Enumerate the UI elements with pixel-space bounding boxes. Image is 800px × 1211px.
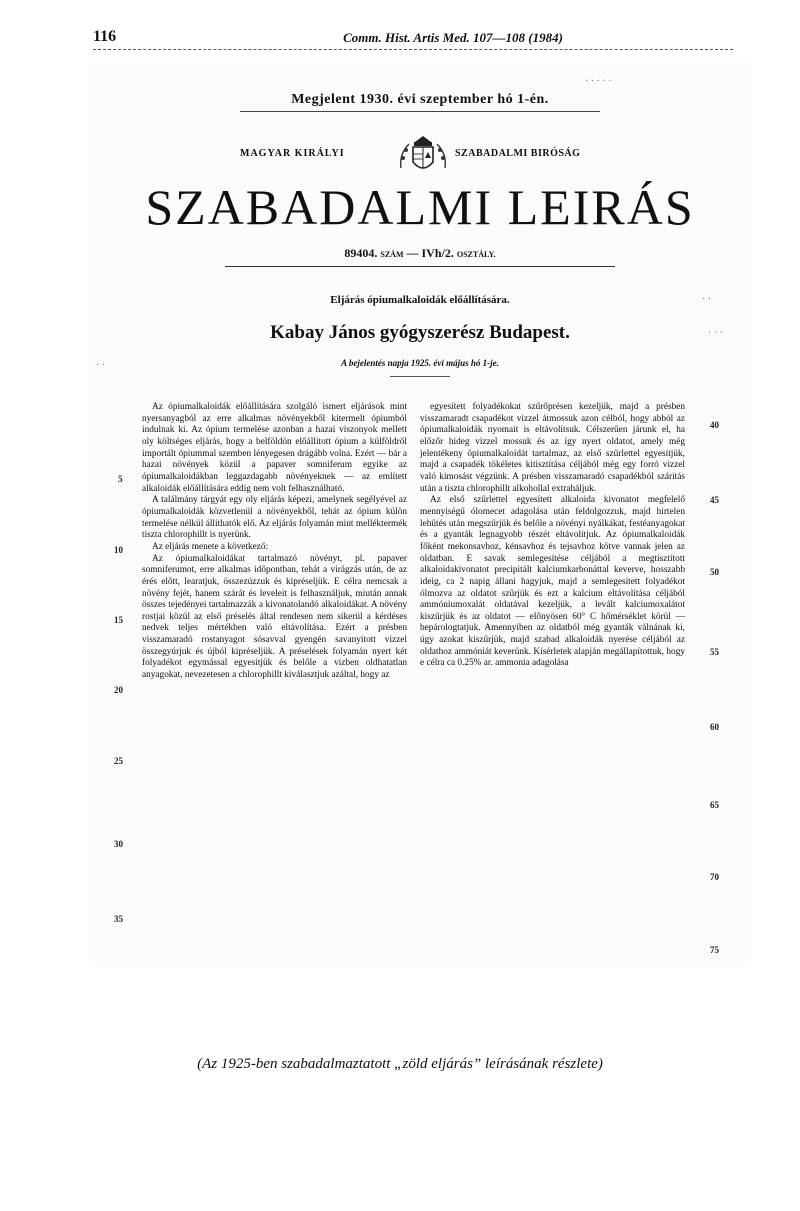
paragraph: Az eljárás menete a következő: (152, 541, 269, 552)
line-number: 15 (114, 615, 123, 625)
class-abbreviation: OSZTÁLY. (456, 250, 496, 259)
hungarian-crest-icon (395, 134, 451, 180)
paragraph: egyesített folyadékokat szűrőprésen kezeljük, majd a présben visszamaradt csapadékot vizzel átmossuk azon célból, hogy abból az ópiumalkaloidák nyomait is eltávolítsuk. Célszerűen járunk el, ha előzőr hideg vizzel mossuk és az így nyert oldatot, amely még jelentékeny ópiumalkaloidát tartalmaz, az első szűrlettel egyesítjük, majd a csapadék tökéletes kitisztítása céljából még egy forró vizzel való kimosást végzünk. A présben visszamaradó csapadékból szárítás után a tiszta chlorophillt alkohollal extraháljuk. (420, 402, 685, 494)
line-number: 5 (118, 474, 123, 484)
patent-number: 89404. (344, 246, 378, 260)
line-number: 30 (114, 839, 123, 849)
divider (240, 111, 600, 112)
line-number: 55 (710, 647, 719, 657)
divider (390, 376, 450, 377)
line-number: 50 (710, 567, 719, 577)
line-number: 75 (710, 945, 719, 955)
figure-caption: (Az 1925-ben szabadalmaztatott „zöld eljárás” leírásának részlete) (197, 1056, 603, 1072)
page-number: 116 (93, 28, 117, 45)
patent-number-line (90, 246, 750, 261)
line-number: 65 (710, 800, 719, 810)
line-number: 20 (114, 685, 123, 695)
line-number: 40 (710, 420, 719, 430)
paragraph: Az ópiumalkaloidák előállítására szolgáló ismert eljárások mint nyersanyagból az erre alkalmas növényekből kitermelt ópiumból indulnak ki. Az ópium termelése azonban a hazai viszonyok mellett oly költséges eljárás, hogy a belföldön előállított ópium a külföldről importált ópiummal szemben lényegesen drágább volna. Ezért — bár a hazai növények közül a papaver somniferum egyike az ópiumalkaloidákban leggazdagabb növényeknek — az említett alkaloidák előállítására eddig nem volt felhasználható. (142, 402, 407, 494)
patent-class: — IVh/2. (406, 246, 454, 260)
paragraph: Az ópiumalkaloidákat tartalmazó növényt, pl. papaver somniferumot, erre alkalmas időpontban, tehát a virágzás után, de az érés előtt, learatjuk, összezúzzuk és kipréseljük. E célra nemcsak a növény fejét, hanem szárát és leveleit is felhasználjuk, miután annak összes tejedényei tartalmazzák a kivonatolandó alkaloidákat. A növény rostjai közül az első préselés által rendesen nem sikerül a kérdéses nedvek teljes mértékben való eltávolítása. Ezért a présben visszamaradó rostanyagot sósavval gyengén savanyított vizzel összegyúrjuk és újból kipréseljük. A préselések folyamán nyert két folyadékot egymással egyesítjük és belőle a vizben oldhatatlan anyagokat, nevezetesen a chlorophillt kiválasztjuk azáltal, hogy az (142, 553, 407, 681)
line-number: 35 (114, 914, 123, 924)
line-number: 25 (114, 756, 123, 766)
line-number: 10 (114, 545, 123, 555)
office-right: SZABADALMI BIRÓSÁG (455, 148, 581, 159)
line-number: 45 (710, 495, 719, 505)
paragraph: A találmány tárgyát egy oly eljárás képezi, amelynek segélyével az ópiumalkaloidák közvetlenül a növényekből, tehát az ópium külön termelése nélkül állíthatók elő. Az eljárás folyamán mint melléktermék tiszta chlorophillt is nyerünk. (142, 495, 407, 541)
divider (225, 266, 615, 267)
document-title: SZABADALMI LEIRÁS (145, 179, 695, 235)
left-column (142, 402, 407, 682)
number-abbreviation: SZÁM (380, 250, 404, 259)
publication-date: Megjelent 1930. évi szeptember hó 1-én. (291, 92, 549, 107)
office-line (90, 134, 750, 178)
running-head (93, 22, 733, 50)
right-column (420, 402, 685, 670)
patent-scan: · · · · · · · · · · · · Megjelent 1930. évi szeptember hó 1-én. MAGYAR KIRÁLYI SZABADALMI BIRÓSÁG SZABADALMI LEIRÁS 89404. SZÁM — IVh/2. OSZTÁLY. Eljárás ópiumalkaloidák előállítására. Kabay János gyógyszerész Budapest. A bejelentés napja 1925. évi május hó 1-je. Az ópiumalkaloidák előállítására szolgáló ismert eljárások mint nyersanyagból az erre alkalmas növényekből kitermelt ópiumból indulnak ki. Az ópium termelése azonban a hazai viszonyok mellett oly költséges eljárás, hogy a belföldön előállított ópium a külföldről importált ópiummal szemben lényegesen drágább volna. Ezért — bár a hazai növények közül a papaver somniferum egyike az ópiumalkaloidákban leggazdagabb növényeknek — az említett alkaloidák előállítására eddig nem volt felhasználható. A találmány tárgyát egy oly eljárás képezi, amelynek segélyével az ópiumalkaloidák közvetlenül a növényekből, tehát az ópium külön termelése nélkül állíthatók elő. Az eljárás folyamán mint melléktermék tiszta chlorophillt is nyerünk. Az eljárás menete a következő: Az ópiumalkaloidákat tartalmazó növényt, pl. papaver somniferumot, erre alkalmas időpontban, tehát a virágzás után, de az érés előtt, learatjuk, összezúzzuk és kipréseljük. E célra nemcsak a növény fejét, hanem szárát és leveleit is felhasználjuk, miután annak összes tejedényei tartalmazzák a kivonatolandó alkaloidákat. A növény rostjai közül az első préselés által rendesen nem sikerül a kérdéses nedvek teljes mértékben való eltávolítása. Ezért a présben visszamaradó rostanyagot sósavval gyengén savanyított vizzel összegyúrjuk és újból kipréseljük. A préselések folyamán nyert két folyadékot egymással egyesítjük és belőle a vizben oldhatatlan anyagokat, nevezetesen a chlorophillt kiválasztjuk azáltal, hogy az egyesített folyadékokat szűrőprésen kezeljük, majd a présben visszamaradt csapadékot vizzel átmossuk azon célból, hogy abból az ópiumalkaloidák nyomait is eltávolítsuk. Célszerűen járunk el, ha előzőr hideg vizzel mossuk és az így nyert oldatot, amely még jelentékeny ópiumalkaloidát tartalmaz, az első szűrlettel egyesítjük, majd a csapadék tökéletes kitisztítása céljából még egy forró vizzel való kimosást végzünk. A présben visszamaradó csapadékból szárítás után a tiszta chlorophillt alkohollal extraháljuk. Az első szűrlettel egyesített alkaloida kivonatot megfelelő mennyiségű ólomecet adagolása után feldolgozzuk, majd hirtelen lehűtés után megszűrjük és belőle a növényi nyálkákat, festéanyagokat és a gyanták legnagyobb részét eltávolítjuk. Az ópiumalkaloidák főként mekonsavhoz, kénsavhoz és tejsavhoz kötve vannak jelen az oldatban. E savak semlegesítése céljából a megtisztított alkaloidakivonatot precipitált kalciumkarbonáttal keverve, hosszabb ideig, ca 2 napig állani hagyjuk, majd a semlegesített folyadékot ólmozva az oldatot szűrjük és ezt a kalcium eltávolítása céljából ammóniumoxalát oldatával kezeljük, a levált kalciumoxalátot kiszűrjük és az oldatot — előnyösen 60° C hőmérséklet körül — bepárologtatjuk. Amennyiben az oldatból még gyanták válnának ki, úgy azokat kiszűrjük, majd szabad alkaloidák nyerése céljából az oldathoz ammóniát keverünk. Kísérletek alapján megállapítottuk, hogy e célra ca 0.25% ar. ammonia adagolása 5 10 15 20 25 30 35 40 45 50 55 60 65 70 75 (90, 62, 750, 967)
invention-title: Eljárás ópiumalkaloidák előállítására. (330, 294, 510, 306)
paragraph: Az első szűrlettel egyesített alkaloida kivonatot megfelelő mennyiségű ólomecet adagolása után feldolgozzuk, majd hirtelen lehűtés után megszűrjük és belőle a növényi nyálkákat, festéanyagokat és a gyanták legnagyobb részét eltávolítjuk. Az ópiumalkaloidák főként mekonsavhoz, kénsavhoz és tejsavhoz kötve vannak jelen az oldatban. E savak semlegesítése céljából a megtisztított alkaloidakivonatot precipitált kalciumkarbonáttal keverve, hosszabb ideig, ca 2 napig állani hagyjuk, majd a semlegesített folyadékot ólmozva az oldatot szűrjük és ezt a kalcium eltávolítása céljából ammóniumoxalát oldatával kezeljük, a levált kalciumoxalátot kiszűrjük és az oldatot — előnyösen 60° C hőmérséklet körül — bepárologtatjuk. Amennyiben az oldatból még gyanták válnának ki, úgy azokat kiszűrjük, majd szabad alkaloidák nyerése céljából az oldathoz ammóniát keverünk. Kísérletek alapján megállapítottuk, hogy e célra ca 0.25% ar. ammonia adagolása (420, 495, 685, 669)
office-left: MAGYAR KIRÁLYI (240, 148, 345, 159)
line-number: 60 (710, 722, 719, 732)
inventor: Kabay János gyógyszerész Budapest. (270, 322, 570, 343)
journal-reference: Comm. Hist. Artis Med. 107—108 (1984) (343, 30, 563, 45)
header-rule (93, 49, 733, 50)
line-number: 70 (710, 872, 719, 882)
filing-date: A bejelentés napja 1925. évi május hó 1-je. (341, 358, 499, 368)
